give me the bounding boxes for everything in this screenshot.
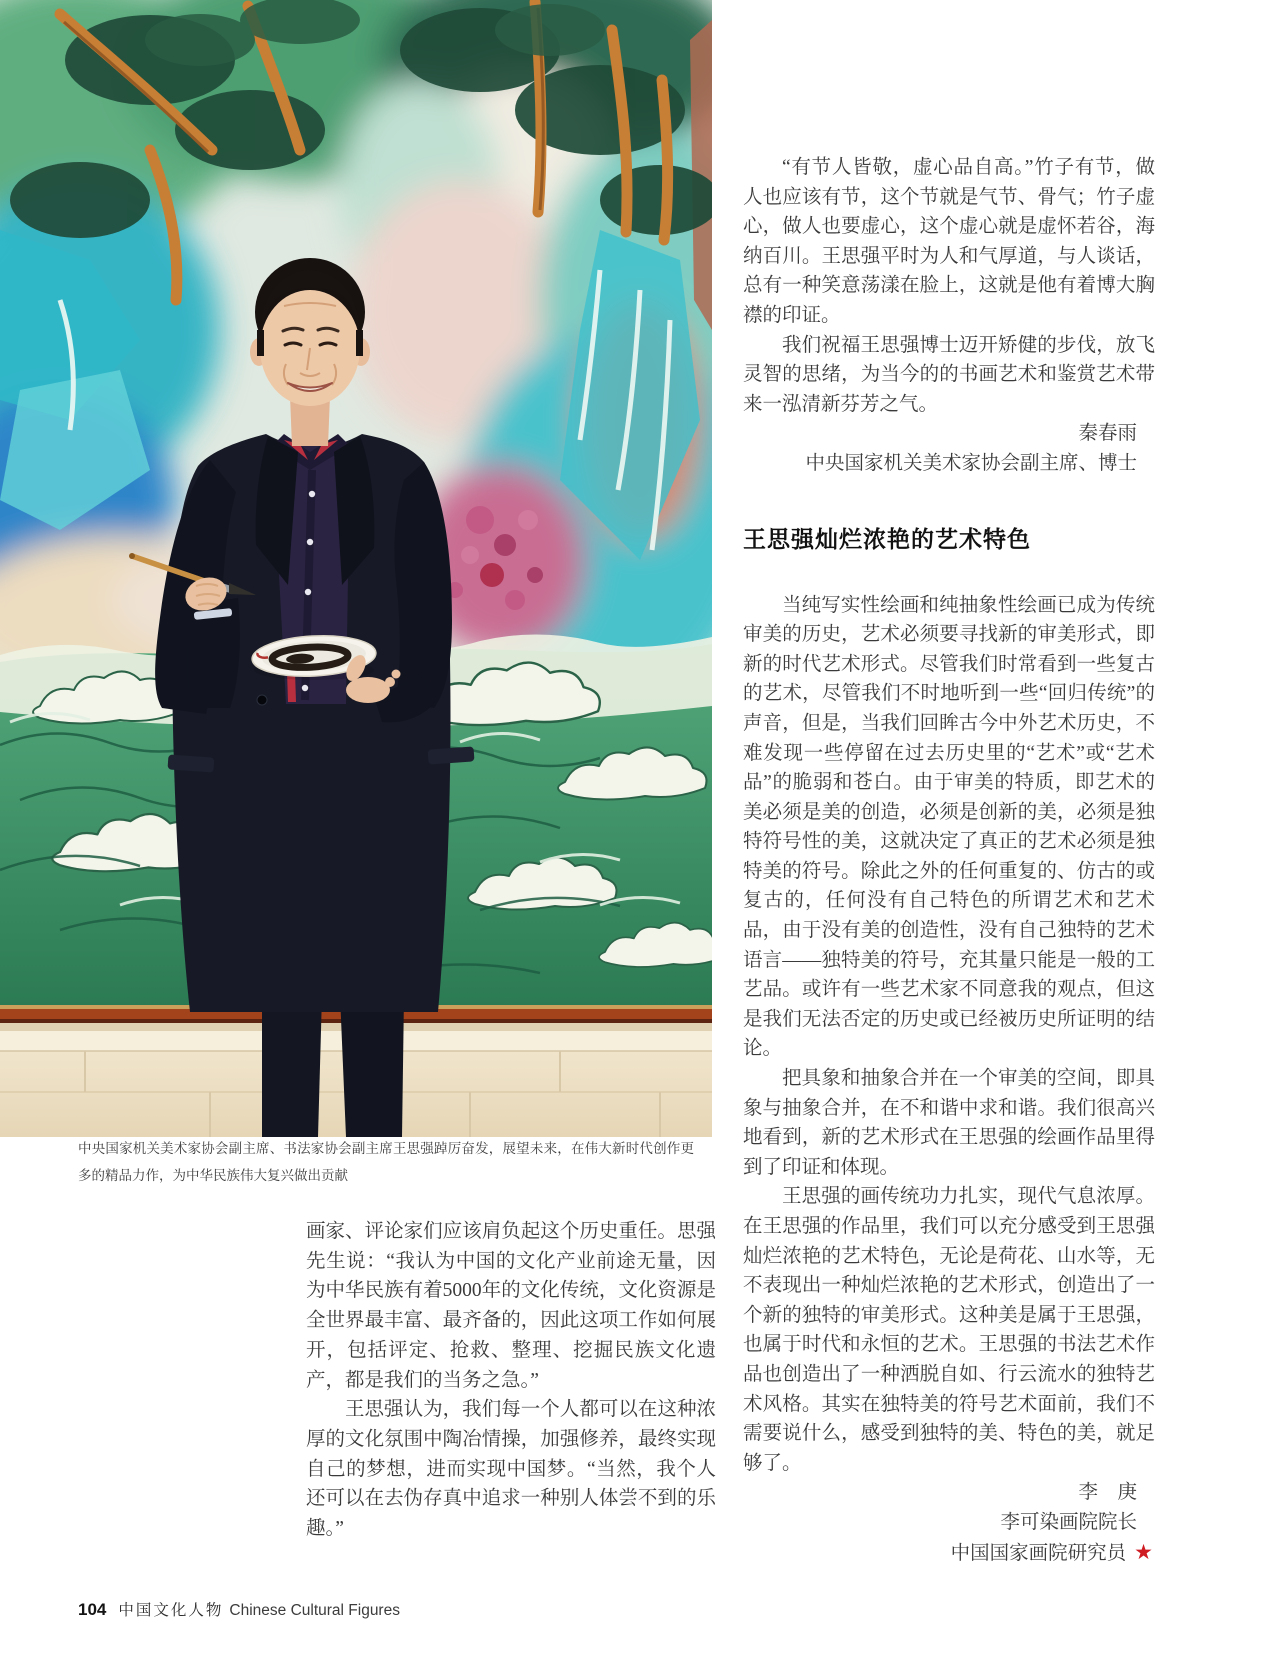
byline2-title2: 中国国家画院研究员 xyxy=(950,1542,1127,1564)
photo-wang-siqiang xyxy=(0,0,712,1137)
page-number: 104 xyxy=(78,1600,107,1619)
byline-author-name: 秦春雨 xyxy=(1078,423,1137,445)
paragraph: “有节人皆敬，虚心品自高。”竹子有节，做人也应该有节，这个节就是气节、骨气；竹子虚心，做人也要虚心，这个虚心就是虚怀若谷，海纳百川。王思强平时为人和气厚道，与人谈话，总有一种笑意荡漾在脸上，这就是他有着博大胸襟的印证。 xyxy=(743,157,1155,326)
paragraph: 王思强的画传统功力扎实，现代气息浓厚。在王思强的作品里，我们可以充分感受到王思强灿烂浓艳的艺术特色，无论是荷花、山水等，无不表现出一种灿烂浓艳的艺术形式，创造出了一个新的独特的审美形式。这种美是属于王思强，也属于时代和永恒的艺术。王思强的书法艺术作品也创造出了一种洒脱自如、行云流水的独特艺术风格。其实在独特美的符号艺术面前，我们不需要说什么，感受到独特的美、特色的美，就足够了。 xyxy=(743,1186,1155,1474)
paragraph: 画家、评论家们应该肩负起这个历史重任。思强先生说：“我认为中国的文化产业前途无量，因为中华民族有着5000年的文化传统，文化资源是全世界最丰富、最齐备的，因此这项工作如何展开，包括评定、抢救、整理、挖掘民族文化遗产，都是我们的当务之急。” xyxy=(306,1221,716,1391)
photo-caption: 中央国家机关美术家协会副主席、书法家协会副主席王思强踔厉奋发，展望未来，在伟大新时代创作更多的精品力作，为中华民族伟大复兴做出贡献 xyxy=(78,1141,694,1183)
right-text-column xyxy=(743,153,1155,1568)
byline2-title1: 李可染画院院长 xyxy=(1000,1511,1137,1533)
byline-author-title: 中央国家机关美术家协会副主席、博士 xyxy=(805,452,1137,474)
paragraph: 当纯写实性绘画和纯抽象性绘画已成为传统审美的历史，艺术必须要寻找新的审美形式，即新的时代艺术形式。尽管我们时常看到一些复古的艺术，尽管我们不时地听到一些“回归传统”的声音，但是，当我们回眸古今中外艺术历史，不难发现一些停留在过去历史里的“艺术”或“艺术品”的脆弱和苍白。由于审美的特质，即艺术的美必须是美的创造，必须是创新的美，必须是独特符号性的美，这就决定了真正的艺术必须是独特美的符号。除此之外的任何重复的、仿古的或复古的，任何没有自己特色的所谓艺术和艺术品，由于没有美的创造性，没有自己独特的艺术语言——独特美的符号，充其量只能是一般的工艺品。或许有一些艺术家不同意我的观点，但这是我们无法否定的历史或已经被历史所证明的结论。 xyxy=(743,594,1155,1060)
byline2-title2-line xyxy=(743,1538,1155,1569)
publication-name-cn: 中国文化人物 xyxy=(118,1602,224,1619)
paragraph: 王思强认为，我们每一个人都可以在这种浓厚的文化氛围中陶冶情操，加强修养，最终实现自己的梦想，进而实现中国梦。“当然，我个人还可以在去伪存真中追求一种别人体尝不到的乐趣。” xyxy=(306,1399,716,1540)
left-text-column xyxy=(306,1217,716,1544)
publication-name-en: Chinese Cultural Figures xyxy=(229,1602,400,1619)
paragraph: 把具象和抽象合并在一个审美的空间，即具象与抽象合并，在不和谐中求和谐。我们很高兴地看到，新的艺术形式在王思强的绘画作品里得到了印证和体现。 xyxy=(743,1068,1155,1178)
section-heading: 王思强灿烂浓艳的艺术特色 xyxy=(743,525,1031,552)
page-footer xyxy=(78,1598,400,1620)
paragraph: 我们祝福王思强博士迈开矫健的步伐，放飞灵智的思绪，为当今的的书画艺术和鉴赏艺术带来一泓清新芬芳之气。 xyxy=(743,334,1155,415)
red-star-icon: ★ xyxy=(1134,1539,1153,1564)
byline2-author-name: 李 庚 xyxy=(1078,1482,1137,1504)
